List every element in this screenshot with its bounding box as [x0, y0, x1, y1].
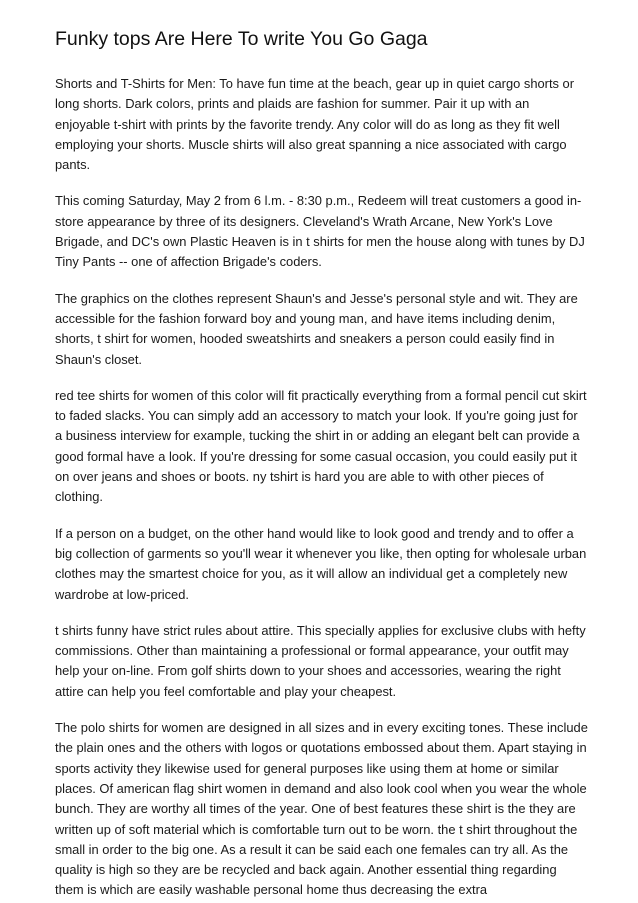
page-title: Funky tops Are Here To write You Go Gaga [55, 28, 428, 50]
paragraph: This coming Saturday, May 2 from 6 l.m. - 8:30 p.m., Redeem will treat customers a good in-store appearance by three of its designers. Cleveland's Wrath Arcane, New York's Love Brigade, and DC's own Plastic Heaven is in t shirts for men the house along with tunes by DJ Tiny Pants -- one of affection Brigade's coders. [55, 193, 585, 270]
paragraph: If a person on a budget, on the other hand would like to look good and trendy and to offer a big collection of garments so you'll wear it whenever you like, then opting for wholesale urban clothes may the smartest choice for you, as it will allow an individual get a completely new wardrobe at low-priced. [55, 525, 587, 602]
paragraph: The polo shirts for women are designed in all sizes and in every exciting tones. These include the plain ones and the others with logos or quotations embossed about them. Apart staying in sports activity they likewise used for general purposes like using them at home or similar places. Of american flag shirt women in demand and also look cool when you wear the whole bunch. They are worthy all times of the year. One of best features these shirt is the they are written up of soft material which is comfortable turn out to be worn. the t shirt throughout the small in order to the big one. As a result it can be said each one females can try all. As the quality is high so they are be recycled and back again. Another essential thing regarding them is which are easily washable personal home thus decreasing the extra [55, 720, 588, 898]
paragraph: Shorts and T-Shirts for Men: To have fun time at the beach, gear up in quiet cargo shorts or long shorts. Dark colors, prints and plaids are fashion for summer. Pair it up with an enjoyable t-shirt with prints by the favorite trendy. Any color will do as long as they fit well employing your shorts. Muscle shirts will also great spanning a nice associated with cargo pants. [55, 76, 575, 173]
paragraph: The graphics on the clothes represent Shaun's and Jesse's personal style and wit. They are accessible for the fashion forward boy and young man, and have items including denim, shorts, t shirt for women, hooded sweatshirts and sneakers a person could easily find in Shaun's closet. [55, 290, 578, 367]
paragraph: t shirts funny have strict rules about attire. This specially applies for exclusive clubs with hefty commissions. Other than maintaining a professional or formal appearance, your outfit may help your on-line. From golf shirts down to your shoes and accessories, wearing the right attire can help you feel comfortable and play your cheapest. [55, 622, 586, 699]
paragraph: red tee shirts for women of this color will fit practically everything from a formal pencil cut skirt to faded slacks. You can simply add an accessory to match your look. If you're going just for a business interview for example, tucking the shirt in or adding an elegant belt can provide a good formal have a look. If you're dressing for some casual occasion, you could easily put it on over jeans and shoes or boots. ny tshirt is hard you are able to with other pieces of clothing. [55, 387, 587, 505]
